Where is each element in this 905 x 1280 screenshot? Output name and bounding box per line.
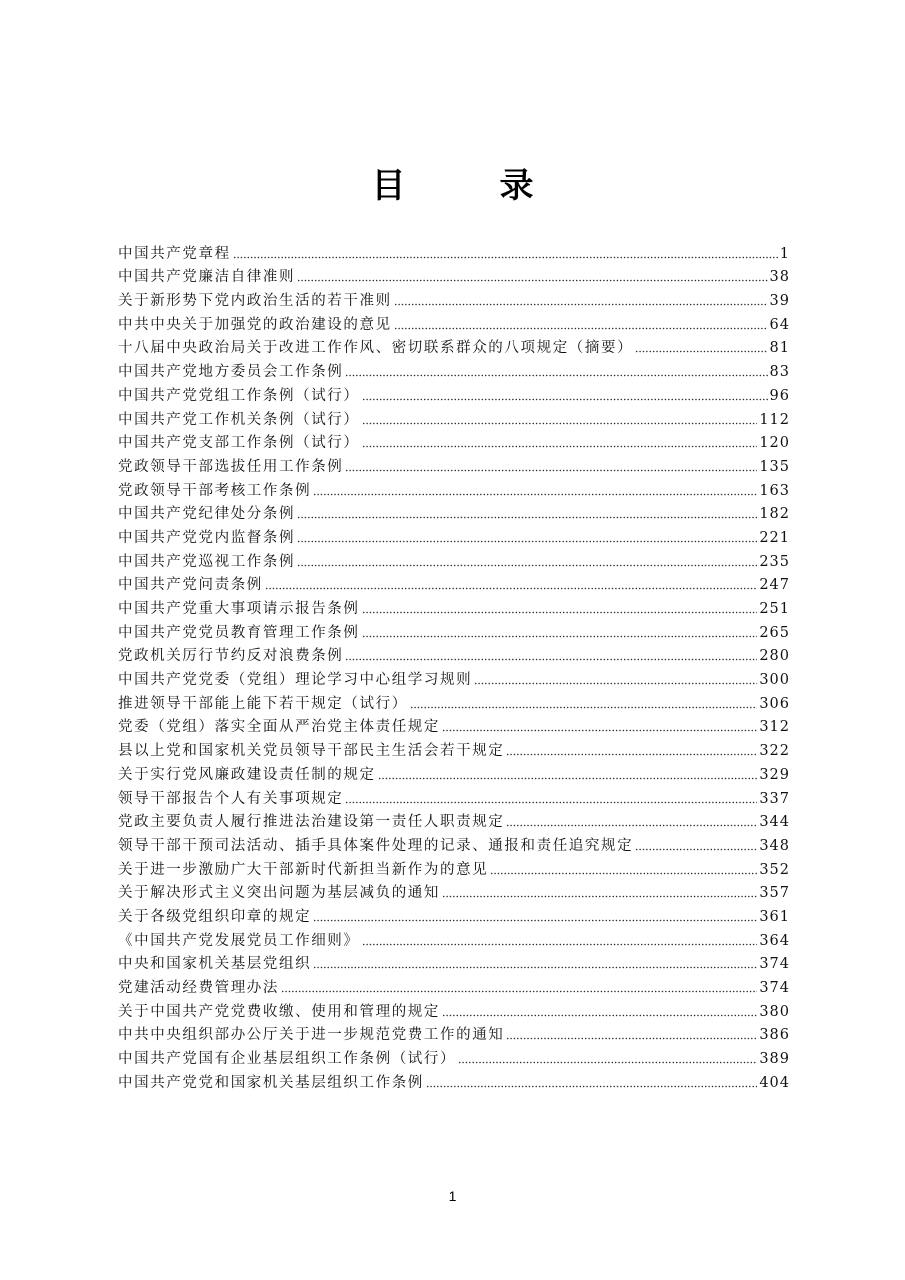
toc-entry-page: 357 xyxy=(759,885,790,902)
toc-entry[interactable] xyxy=(118,477,790,501)
toc-entry-title: 中国共产党问责条例 xyxy=(118,577,263,594)
toc-leader-dots xyxy=(506,753,757,756)
toc-leader-dots xyxy=(426,1085,757,1088)
toc-entry-title: 党政领导干部选拔任用工作条例 xyxy=(118,458,344,475)
toc-leader-dots xyxy=(362,398,768,401)
toc-entry-page: 329 xyxy=(759,766,790,783)
toc-entry-page: 81 xyxy=(769,340,790,357)
toc-leader-dots xyxy=(362,611,758,614)
toc-leader-dots xyxy=(394,327,768,330)
toc-entry-page: 96 xyxy=(769,387,790,404)
toc-leader-dots xyxy=(345,469,757,472)
toc-entry-title: 中国共产党支部工作条例（试行） xyxy=(118,435,360,452)
toc-entry-title: 中国共产党章程 xyxy=(118,245,231,262)
toc-entry-title: 党政领导干部考核工作条例 xyxy=(118,482,312,499)
toc-entry-page: 38 xyxy=(769,269,790,286)
toc-entry[interactable] xyxy=(118,903,790,927)
toc-leader-dots xyxy=(378,777,758,780)
page-number: 1 xyxy=(448,1188,457,1204)
toc-entry-page: 235 xyxy=(759,553,790,570)
toc-leader-dots xyxy=(635,350,767,353)
toc-entry-page: 337 xyxy=(759,790,790,807)
toc-entry-page: 374 xyxy=(759,956,790,973)
toc-entry[interactable] xyxy=(118,335,790,359)
toc-entry[interactable] xyxy=(118,737,790,761)
toc-entry[interactable] xyxy=(118,1045,790,1069)
toc-entry-page: 251 xyxy=(759,601,790,617)
toc-entry-page: 39 xyxy=(769,293,790,310)
toc-entry-title: 党建活动经费管理办法 xyxy=(118,980,279,996)
toc-entry-title: 关于实行党风廉政建设责任制的规定 xyxy=(118,766,376,783)
toc-entry[interactable] xyxy=(118,619,790,643)
toc-leader-dots xyxy=(362,635,758,638)
toc-entry-title: 中国共产党党组工作条例（试行） xyxy=(118,387,360,404)
toc-entry-page: 112 xyxy=(759,411,790,428)
toc-entry[interactable] xyxy=(118,714,790,738)
toc-entry-page: 322 xyxy=(759,743,790,760)
toc-leader-dots xyxy=(362,943,758,946)
toc-entry[interactable] xyxy=(118,761,790,785)
toc-entry-title: 关于各级党组织印章的规定 xyxy=(118,908,312,925)
toc-entry-page: 348 xyxy=(759,837,790,854)
toc-leader-dots xyxy=(394,303,768,306)
toc-entry[interactable] xyxy=(118,311,790,335)
toc-entry-title: 关于新形势下党内政治生活的若干准则 xyxy=(118,293,392,310)
toc-leader-dots xyxy=(233,256,778,259)
toc-entry[interactable] xyxy=(118,809,790,833)
toc-entry-page: 163 xyxy=(759,482,790,499)
toc-entry[interactable] xyxy=(118,501,790,525)
toc-entry-title: 中国共产党党员教育管理工作条例 xyxy=(118,624,360,641)
toc-entry[interactable] xyxy=(118,240,790,264)
toc-entry-title: 中国共产党纪律处分条例 xyxy=(118,506,296,523)
toc-entry-page: 300 xyxy=(759,672,790,689)
toc-entry[interactable] xyxy=(118,382,790,406)
toc-entry-page: 344 xyxy=(759,814,790,831)
toc-entry-title: 领导干部干预司法活动、插手具体案件处理的记录、通报和责任追究规定 xyxy=(118,837,634,854)
toc-entry-page: 389 xyxy=(759,1051,790,1068)
toc-leader-dots xyxy=(474,682,757,685)
toc-entry-page: 386 xyxy=(759,1027,790,1044)
toc-entry-title: 中国共产党巡视工作条例 xyxy=(118,553,296,570)
toc-leader-dots xyxy=(635,848,757,851)
toc-entry[interactable] xyxy=(118,264,790,288)
toc-leader-dots xyxy=(265,587,757,590)
toc-entry[interactable] xyxy=(118,406,790,430)
toc-entry[interactable] xyxy=(118,430,790,454)
toc-leader-dots xyxy=(313,919,757,922)
toc-entry-title: 党委（党组）落实全面从严治党主体责任规定 xyxy=(118,719,440,736)
toc-leader-dots xyxy=(297,279,767,282)
toc-entry-page: 83 xyxy=(769,364,790,381)
toc-entry-title: 十八届中央政治局关于改进工作作风、密切联系群众的八项规定（摘要） xyxy=(118,340,634,357)
toc-leader-dots xyxy=(506,1037,757,1040)
toc-leader-dots xyxy=(345,658,757,661)
toc-entry-title: 党政机关厉行节约反对浪费条例 xyxy=(118,648,344,665)
toc-entry-title: 关于中国共产党党费收缴、使用和管理的规定 xyxy=(118,1003,440,1020)
toc-entry-page: 380 xyxy=(759,1003,790,1020)
toc-entry[interactable] xyxy=(118,832,790,856)
toc-entry[interactable] xyxy=(118,927,790,951)
toc-leader-dots xyxy=(313,966,757,969)
toc-entry[interactable] xyxy=(118,548,790,572)
toc-entry-title: 中国共产党国有企业基层组织工作条例（试行） xyxy=(118,1051,457,1068)
toc-leader-dots xyxy=(345,801,757,804)
toc-entry[interactable] xyxy=(118,666,790,690)
toc-leader-dots xyxy=(506,824,757,827)
toc-entry[interactable] xyxy=(118,572,790,596)
toc-entry[interactable] xyxy=(118,287,790,311)
toc-leader-dots xyxy=(490,872,757,875)
toc-entry-page: 1 xyxy=(779,245,790,262)
toc-entry[interactable] xyxy=(118,358,790,382)
toc-leader-dots xyxy=(297,540,757,543)
toc-leader-dots xyxy=(442,895,757,898)
toc-leader-dots xyxy=(362,445,758,448)
toc-entry-page: 374 xyxy=(759,980,790,996)
toc-entry-page: 312 xyxy=(759,719,790,736)
toc-entry-title: 推进领导干部能上能下若干规定（试行） xyxy=(118,695,408,712)
toc-leader-dots xyxy=(458,1061,757,1064)
toc-leader-dots xyxy=(362,422,758,425)
toc-entry[interactable] xyxy=(118,524,790,548)
toc-entry[interactable] xyxy=(118,998,790,1022)
toc-leader-dots xyxy=(345,374,767,377)
page-title: 目 录 xyxy=(371,166,564,206)
toc-entry[interactable] xyxy=(118,974,790,998)
toc-entry-title: 领导干部报告个人有关事项规定 xyxy=(118,790,344,807)
toc-leader-dots xyxy=(410,706,758,709)
toc-leader-dots xyxy=(297,564,757,567)
toc-entry[interactable] xyxy=(118,951,790,975)
toc-entry-title: 中国共产党重大事项请示报告条例 xyxy=(118,601,360,617)
toc-entry-title: 中国共产党党内监督条例 xyxy=(118,529,296,546)
toc-entry[interactable] xyxy=(118,690,790,714)
toc-entry[interactable] xyxy=(118,643,790,667)
toc-leader-dots xyxy=(442,729,757,732)
toc-entry-title: 关于进一步激励广大干部新时代新担当新作为的意见 xyxy=(118,861,489,878)
toc-entry-title: 关于解决形式主义突出问题为基层减负的通知 xyxy=(118,885,440,902)
toc-entry-title: 中国共产党廉洁自律准则 xyxy=(118,269,296,286)
toc-leader-dots xyxy=(313,493,757,496)
toc-entry-page: 120 xyxy=(759,435,790,452)
toc-leader-dots xyxy=(281,990,757,993)
toc-entry-title: 县以上党和国家机关党员领导干部民主生活会若干规定 xyxy=(118,743,505,760)
toc-entry[interactable] xyxy=(118,880,790,904)
toc-entry[interactable] xyxy=(118,856,790,880)
toc-entry-page: 280 xyxy=(759,648,790,665)
toc-entry-title: 中共中央关于加强党的政治建设的意见 xyxy=(118,316,392,333)
toc-entry-page: 64 xyxy=(769,316,790,333)
toc-entry-page: 306 xyxy=(759,695,790,712)
toc-entry-title: 中国共产党党和国家机关基层组织工作条例 xyxy=(118,1074,424,1091)
toc-entry-page: 135 xyxy=(759,458,790,475)
toc-leader-dots xyxy=(297,516,757,519)
toc-entry-title: 中国共产党工作机关条例（试行） xyxy=(118,411,360,428)
toc-entry-page: 265 xyxy=(759,624,790,641)
toc-entry[interactable] xyxy=(118,1069,790,1093)
table-of-contents xyxy=(118,240,790,1093)
toc-entry-title: 中国共产党党委（党组）理论学习中心组学习规则 xyxy=(118,672,473,689)
toc-entry-title: 中央和国家机关基层党组织 xyxy=(118,956,312,973)
toc-leader-dots xyxy=(442,1014,757,1017)
toc-entry-page: 221 xyxy=(759,529,790,546)
toc-entry-title: 《中国共产党发展党员工作细则》 xyxy=(118,932,360,949)
toc-entry[interactable] xyxy=(118,1022,790,1046)
toc-entry-page: 352 xyxy=(759,861,790,878)
toc-entry[interactable] xyxy=(118,595,790,619)
toc-entry-page: 364 xyxy=(759,932,790,949)
toc-entry-page: 361 xyxy=(759,908,790,925)
toc-entry-title: 中国共产党地方委员会工作条例 xyxy=(118,364,344,381)
toc-entry-page: 182 xyxy=(759,506,790,523)
toc-entry-page: 247 xyxy=(759,577,790,594)
toc-entry[interactable] xyxy=(118,785,790,809)
toc-entry-title: 党政主要负责人履行推进法治建设第一责任人职责规定 xyxy=(118,814,505,831)
toc-entry[interactable] xyxy=(118,453,790,477)
toc-entry-title: 中共中央组织部办公厅关于进一步规范党费工作的通知 xyxy=(118,1027,505,1044)
toc-entry-page: 404 xyxy=(759,1074,790,1091)
